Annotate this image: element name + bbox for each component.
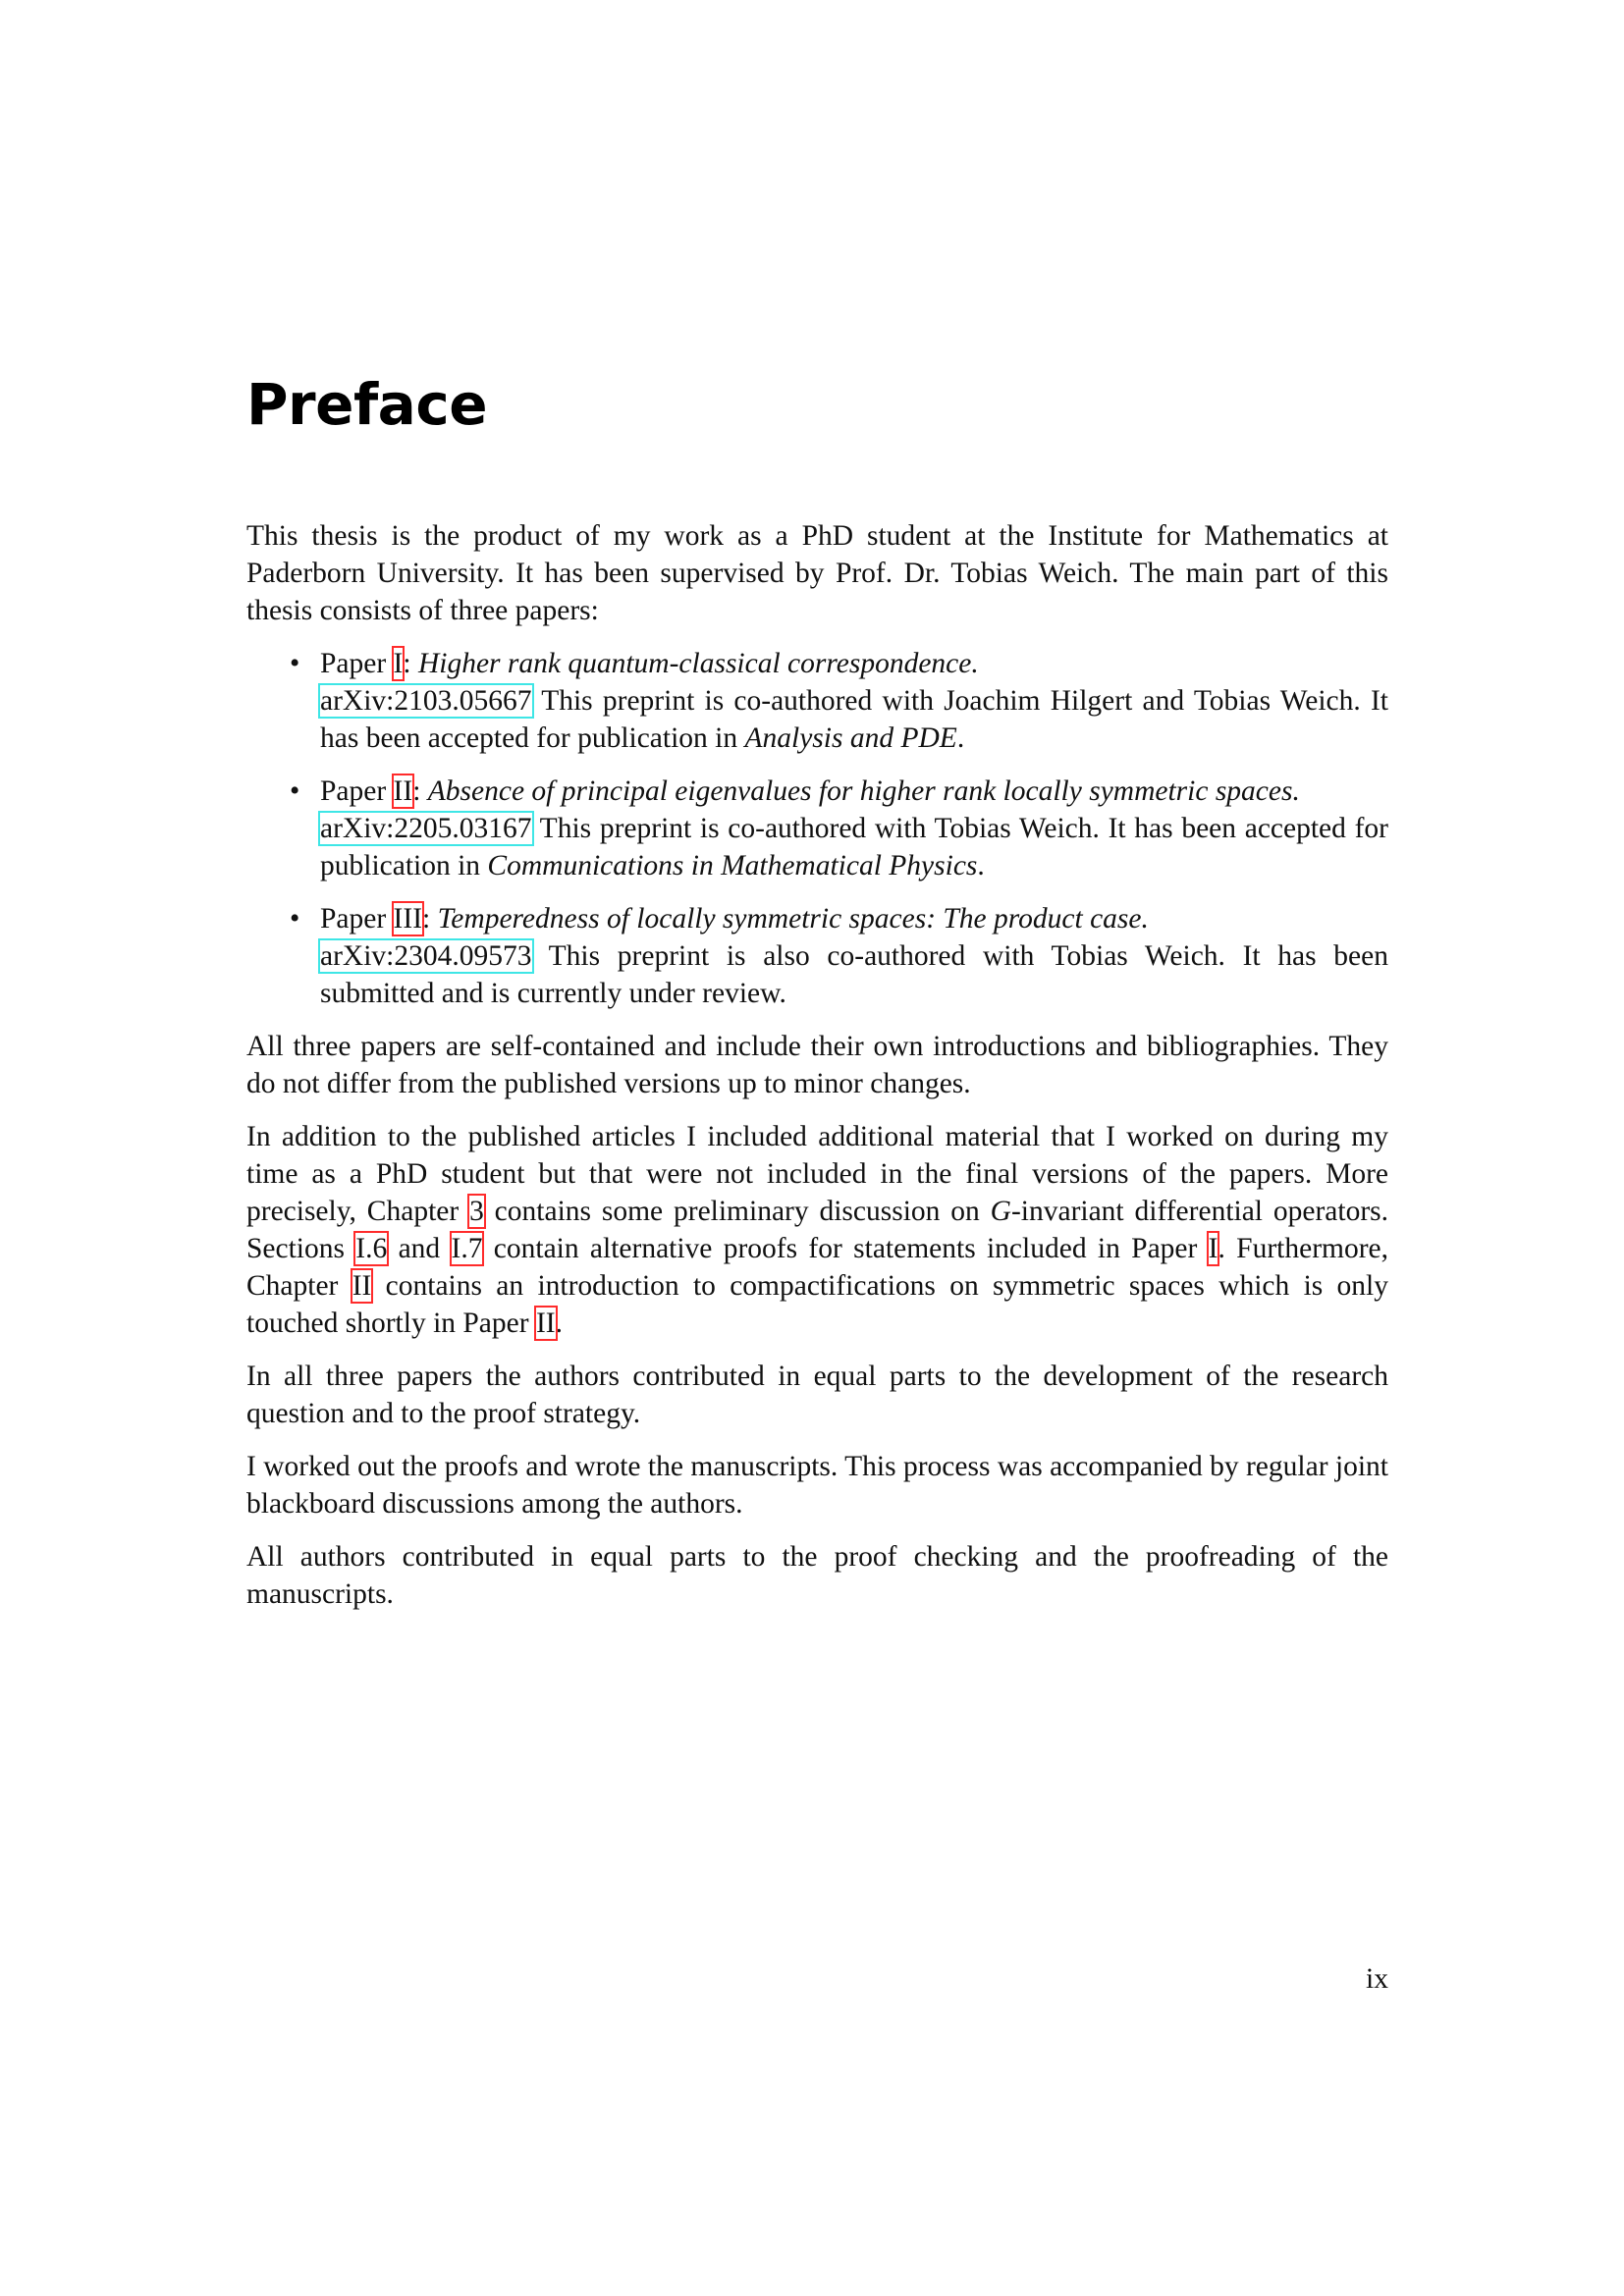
text-run: contains an introduction to compactifications on symmetric spaces which is only touched shortly in Paper	[246, 1270, 1388, 1339]
arxiv-link[interactable]: arXiv:2304.09573	[320, 940, 532, 972]
math-symbol-g: G	[990, 1196, 1011, 1227]
proofreading-paragraph: All authors contributed in equal parts to the proof checking and the proofreading of the manuscripts.	[246, 1541, 1388, 1610]
papers-list	[246, 645, 1388, 1012]
paper-description: This preprint is also co-authored with Tobias Weich. It has been submitted and is currently under review.	[320, 940, 1388, 1009]
contribution-paragraph: In all three papers the authors contributed in equal parts to the development of the research question and to the proof strategy.	[246, 1361, 1388, 1429]
arxiv-link[interactable]: arXiv:2205.03167	[320, 813, 532, 844]
list-item	[246, 773, 1388, 884]
paper-ref-link[interactable]: II	[393, 775, 413, 807]
paper-journal: Communications in Mathematical Physics	[487, 850, 978, 881]
paper-description: This preprint is co-authored with Tobias Weich. It has been accepted for publication in	[320, 813, 1388, 881]
paper-description-end: .	[956, 722, 965, 754]
paper-title: Absence of principal eigenvalues for higher rank locally symmetric spaces.	[427, 775, 1300, 807]
paper-ref-link[interactable]: II	[535, 1308, 556, 1339]
chapter-ref-link[interactable]: 3	[469, 1196, 484, 1227]
intro-paragraph: This thesis is the product of my work as a PhD student at the Institute for Mathematics at Paderborn University. It has been supervised by Prof. Dr. Tobias Weich. The main part of this thesis consists of three papers:	[246, 520, 1388, 626]
bullet-icon: •	[290, 775, 300, 807]
paper-colon: :	[422, 903, 438, 934]
bullet-icon: •	[290, 648, 300, 679]
text-run: In addition to the published articles I included additional material that I worked on during my time as a PhD student but that were not included in the final versions of the papers. More precisely, Chapter	[246, 1121, 1388, 1227]
list-item	[246, 645, 1388, 757]
paper-ref-link[interactable]: III	[393, 903, 423, 934]
paper-prefix: Paper	[320, 648, 394, 679]
text-run: .	[555, 1308, 563, 1339]
text-run: . Furthermore, Chapter	[246, 1233, 1389, 1302]
page-number: ix	[1366, 1963, 1388, 1995]
text-run: -invariant differential operators. Sections	[246, 1196, 1388, 1264]
manuscripts-paragraph: I worked out the proofs and wrote the manuscripts. This process was accompanied by regular joint blackboard discussions among the authors.	[246, 1451, 1388, 1520]
paper-description-end: .	[977, 850, 985, 881]
body-text	[246, 517, 1388, 1629]
self-contained-paragraph: All three papers are self-contained and include their own introductions and bibliographies. They do not differ from the published versions up to minor changes.	[246, 1031, 1388, 1099]
section-ref-link[interactable]: I.7	[451, 1233, 483, 1264]
additional-material-paragraph	[246, 1118, 1388, 1342]
paper-title: Temperedness of locally symmetric spaces: The product case.	[437, 903, 1149, 934]
paper-title: Higher rank quantum-classical correspondence.	[417, 648, 979, 679]
paper-journal: Analysis and PDE	[744, 722, 957, 754]
arxiv-link[interactable]: arXiv:2103.05667	[320, 685, 532, 717]
section-ref-link[interactable]: I.6	[355, 1233, 388, 1264]
text-run: and	[387, 1233, 452, 1264]
paper-ref-link[interactable]: I	[1208, 1233, 1218, 1264]
paper-ref-link[interactable]: I	[393, 648, 404, 679]
paper-prefix: Paper	[320, 903, 394, 934]
text-run: contain alternative proofs for statements included in Paper	[482, 1233, 1209, 1264]
paper-colon: :	[403, 648, 418, 679]
text-run: contains some preliminary discussion on	[483, 1196, 991, 1227]
paper-colon: :	[412, 775, 428, 807]
list-item	[246, 900, 1388, 1012]
paper-prefix: Paper	[320, 775, 394, 807]
paper-description: This preprint is co-authored with Joachim Hilgert and Tobias Weich. It has been accepted for publication in	[320, 685, 1388, 754]
bullet-icon: •	[290, 903, 300, 934]
page-title: Preface	[246, 371, 488, 438]
chapter-ref-link[interactable]: II	[352, 1270, 372, 1302]
